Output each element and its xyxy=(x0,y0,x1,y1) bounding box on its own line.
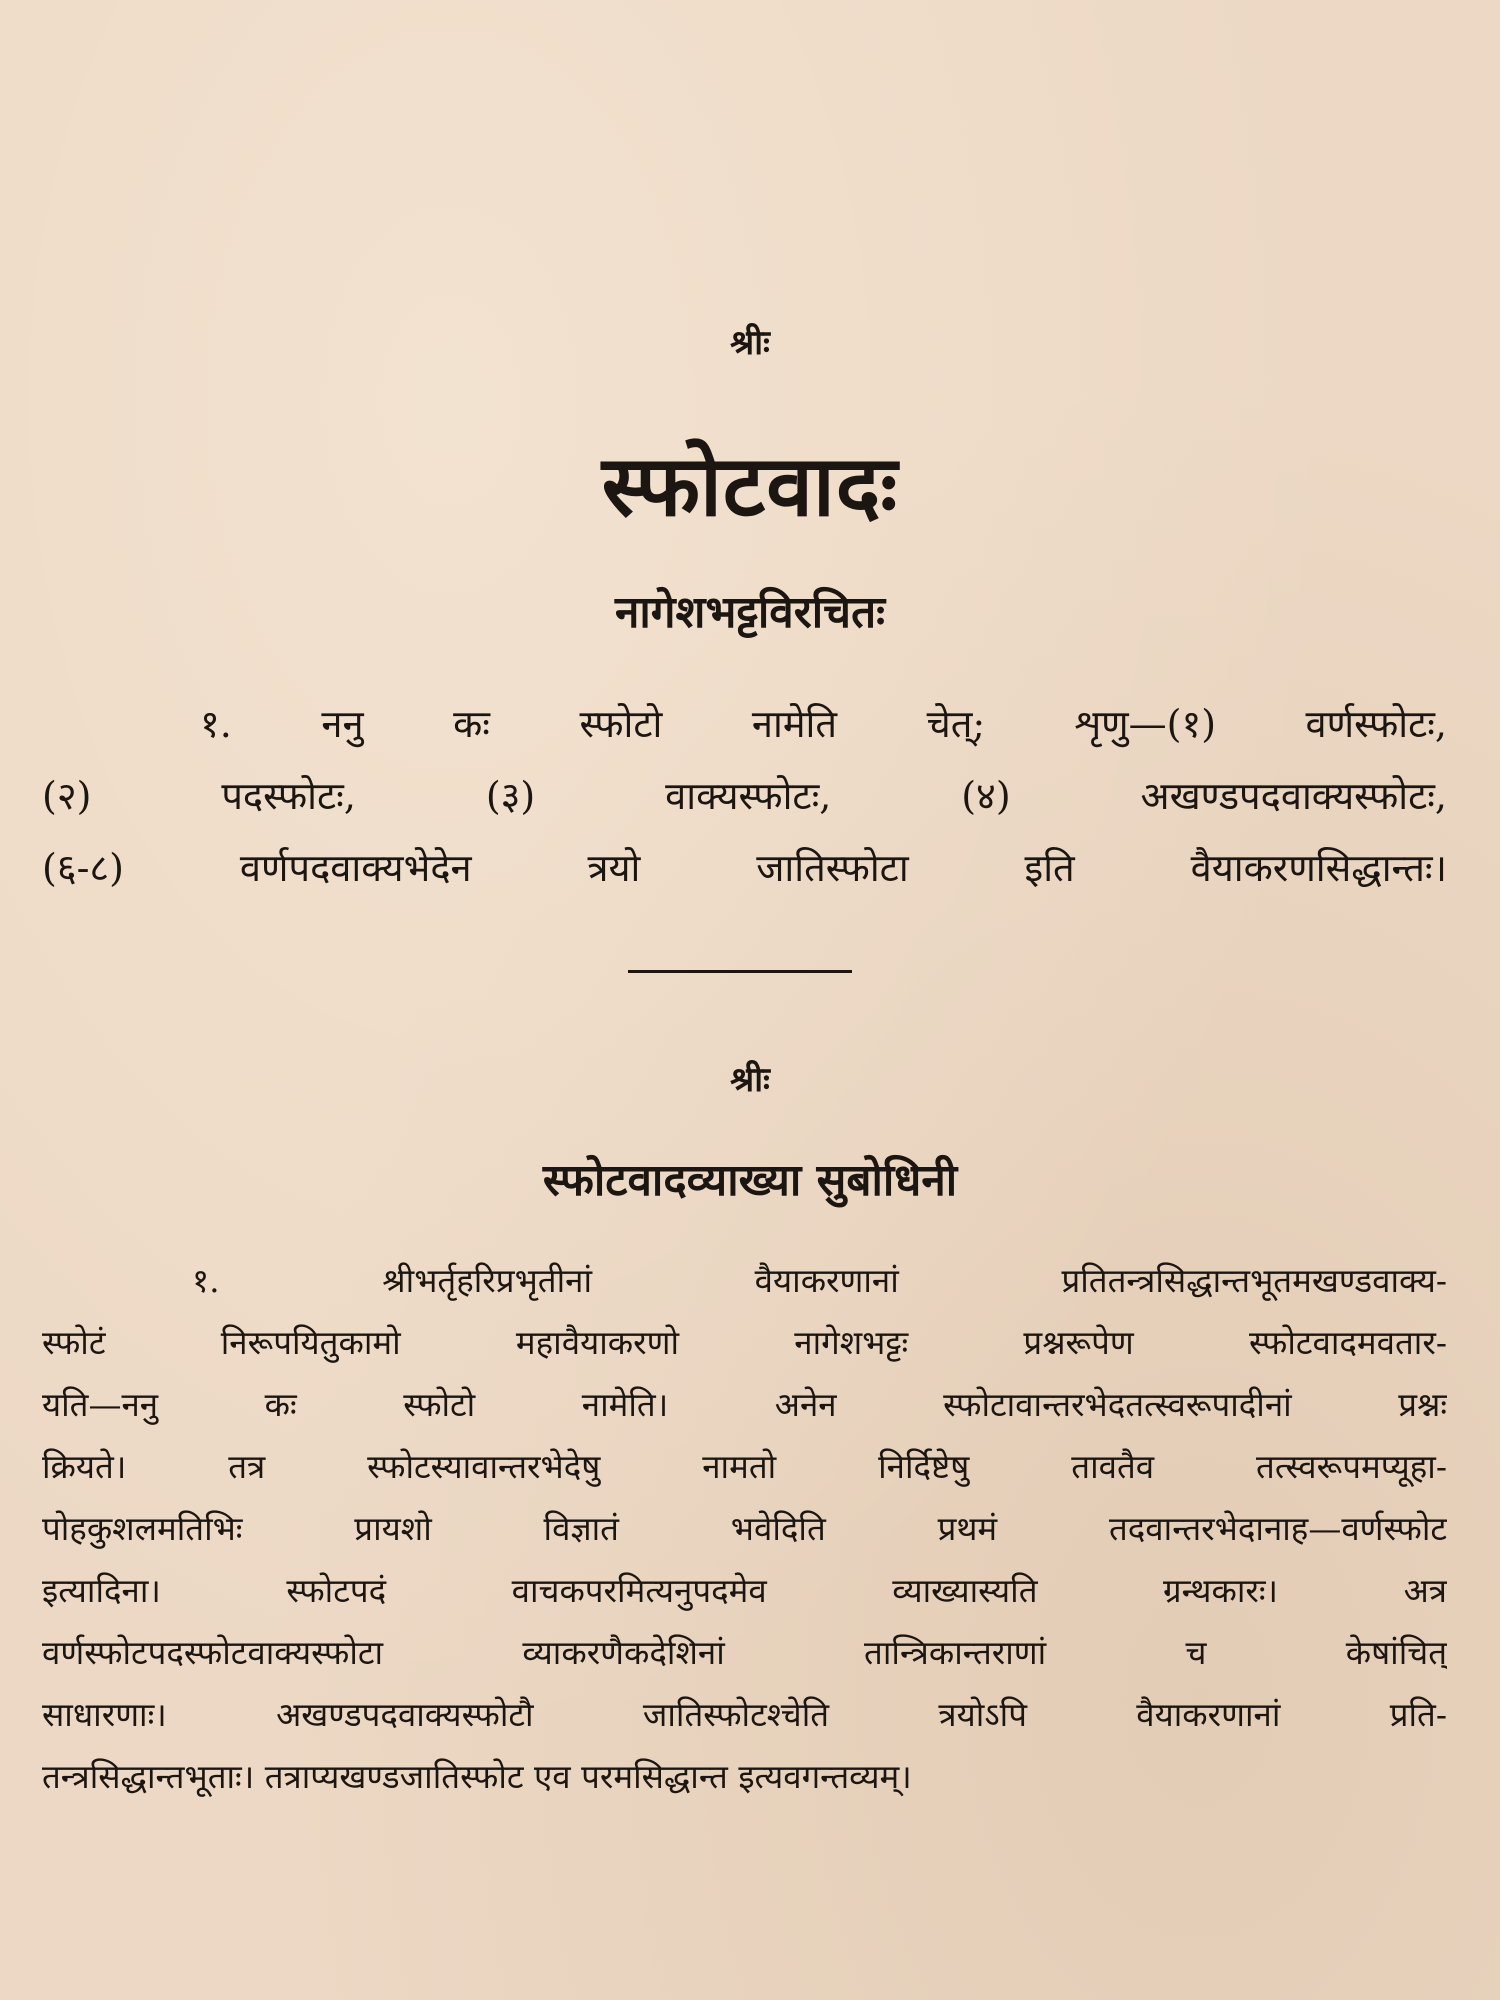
commentary-line: इत्यादिना। स्फोटपदं वाचकपरमित्यनुपदमेव व्याख्यास्यति ग्रन्थकारः। अत्र xyxy=(42,1571,1447,1610)
commentary-line: वर्णस्फोटपदस्फोटवाक्यस्फोटा व्याकरणैकदेशिनां तान्त्रिकान्तराणां च केषांचित् xyxy=(42,1633,1447,1672)
sutra-line: १. ननु कः स्फोटो नामेति चेत्; शृणु—(१) वर्णस्फोटः, xyxy=(200,702,1447,746)
invocation-commentary: श्रीः xyxy=(730,1060,770,1100)
commentary-line: क्रियते। तत्र स्फोटस्यावान्तरभेदेषु नामतो निर्दिष्टेषु तावतैव तत्स्वरूपमप्यूहा- xyxy=(42,1447,1447,1486)
page-title: स्फोटवादः xyxy=(601,436,899,535)
commentary-line: तन्त्रसिद्धान्तभूताः। तत्राप्यखण्डजातिस्फोट एव परमसिद्धान्त इत्यवगन्तव्यम्। xyxy=(42,1757,912,1796)
author-line: नागेशभट्टविरचितः xyxy=(614,587,886,638)
invocation-top: श्रीः xyxy=(730,323,770,363)
commentary-line: यति—ननु कः स्फोटो नामेति। अनेन स्फोटावान्तरभेदतत्स्वरूपादीनां प्रश्नः xyxy=(42,1385,1447,1424)
commentary-line: स्फोटं निरूपयितुकामो महावैयाकरणो नागेशभट्टः प्रश्नरूपेण स्फोटवादमवतार- xyxy=(42,1323,1447,1362)
sutra-line: (२) पदस्फोटः, (३) वाक्यस्फोटः, (४) अखण्डपदवाक्यस्फोटः, xyxy=(42,774,1447,818)
commentary-line: पोहकुशलमतिभिः प्रायशो विज्ञातं भवेदिति प्रथमं तदवान्तरभेदानाह—वर्णस्फोट xyxy=(42,1509,1447,1548)
section-divider xyxy=(628,970,852,973)
commentary-text xyxy=(42,1250,1447,1808)
sutra-line: (६-८) वर्णपदवाक्यभेदेन त्रयो जातिस्फोटा इति वैयाकरणसिद्धान्तः। xyxy=(42,846,1447,890)
sutra-text xyxy=(42,688,1447,904)
commentary-title: स्फोटवादव्याख्या सुबोधिनी xyxy=(542,1155,958,1206)
commentary-line: १. श्रीभर्तृहरिप्रभृतीनां वैयाकरणानां प्रतितन्त्रसिद्धान्तभूतमखण्डवाक्य- xyxy=(192,1261,1447,1300)
commentary-line: साधारणाः। अखण्डपदवाक्यस्फोटौ जातिस्फोटश्चेति त्रयोऽपि वैयाकरणानां प्रति- xyxy=(42,1695,1447,1734)
